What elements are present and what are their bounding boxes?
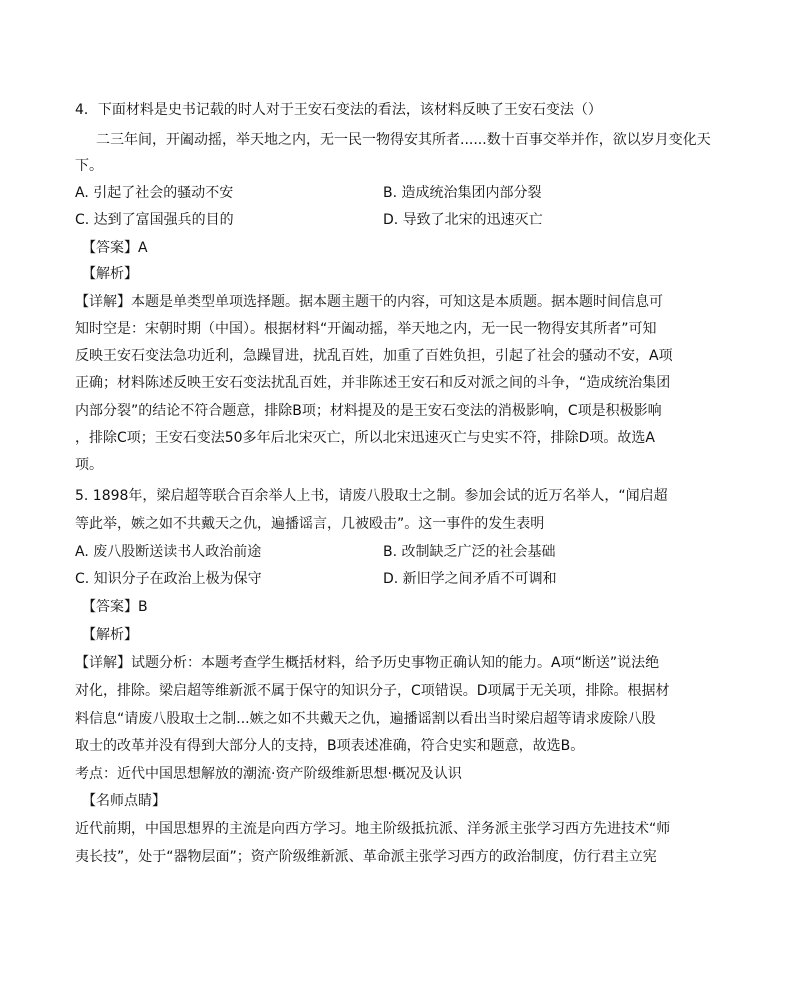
question-5-option-b: B. 改制缺乏广泛的社会基础 xyxy=(383,544,556,560)
question-4-option-a: A. 引起了社会的骚动不安 xyxy=(75,185,234,201)
question-4-answer: 【答案】A xyxy=(82,240,148,256)
question-5-kaodian: 考点：近代中国思想解放的潮流·资产阶级维新思想·概况及认识 xyxy=(75,766,462,782)
question-4-material-line-2: 下。 xyxy=(75,158,103,174)
question-5-detail-line: 取士的改革并没有得到大部分人的支持，B项表述准确，符合史实和题意，故选B。 xyxy=(75,738,585,754)
question-4-detail-line: 内部分裂”的结论不符合题意，排除B项；材料提及的是王安石变法的消极影响，C项是积极影响 xyxy=(75,403,662,419)
question-4-detail-line: 反映王安石变法急功近利，急躁冒进，扰乱百姓，加重了百姓负担，引起了社会的骚动不安，A项 xyxy=(75,348,673,364)
question-4-option-b: B. 造成统治集团内部分裂 xyxy=(383,185,542,201)
famous-teacher-line: 夷长技”，处于“器物层面”；资产阶级维新派、革命派主张学习西方的政治制度，仿行君主立宪 xyxy=(75,849,657,865)
question-5-stem-line-2: 等此举，嫉之如不共戴天之仇，遍播谣言，几被殴击”。这一事件的发生表明 xyxy=(75,516,545,532)
question-5-detail-line: 对化，排除。梁启超等维新派不属于保守的知识分子，C项错误。D项属于无关项，排除。根据材 xyxy=(75,683,670,699)
question-5-analysis-label: 【解析】 xyxy=(82,627,138,643)
question-4-detail-line: ，排除C项；王安石变法50多年后北宋灭亡，所以北宋迅速灭亡与史实不符，排除D项。故选A xyxy=(75,430,655,446)
question-5-option-d: D. 新旧学之间矛盾不可调和 xyxy=(383,571,557,587)
question-4-material-line-1: 二三年间，开阖动摇，举天地之内，无一民一物得安其所者......数十百事交举并作，欲以岁月变化天 xyxy=(96,132,711,148)
question-4-detail-line: 知时空是：宋朝时期（中国）。根据材料“开阖动摇，举天地之内，无一民一物得安其所者”可知 xyxy=(75,321,657,337)
question-4-analysis-label: 【解析】 xyxy=(82,266,138,282)
question-5-option-c: C. 知识分子在政治上极为保守 xyxy=(75,571,262,587)
question-5-answer: 【答案】B xyxy=(82,599,148,615)
question-4-option-d: D. 导致了北宋的迅速灭亡 xyxy=(383,212,543,228)
question-5-detail-line: 【详解】试题分析：本题考查学生概括材料，给予历史事物正确认知的能力。A项“断送”说法绝 xyxy=(75,655,660,671)
question-4-detail-line: 正确；材料陈述反映王安石变法扰乱百姓，并非陈述王安石和反对派之间的斗争，“造成统治集团 xyxy=(75,375,671,391)
question-4-detail-line: 项。 xyxy=(75,457,103,473)
question-5-stem-line-1: 5. 1898年，梁启超等联合百余举人上书，请废八股取士之制。参加会试的近万名举人，“闻启超 xyxy=(75,488,668,504)
famous-teacher-label: 【名师点睛】 xyxy=(82,793,166,809)
question-5-option-a: A. 废八股断送读书人政治前途 xyxy=(75,544,262,560)
question-4-stem: 4．下面材料是史书记载的时人对于王安石变法的看法，该材料反映了王安石变法（） xyxy=(75,102,602,118)
question-4-detail-line: 【详解】本题是单类型单项选择题。据本题主题干的内容，可知这是本质题。据本题时间信息可 xyxy=(75,294,663,310)
question-4-option-c: C. 达到了富国强兵的目的 xyxy=(75,212,234,228)
famous-teacher-line: 近代前期，中国思想界的主流是向西方学习。地主阶级抵抗派、洋务派主张学习西方先进技术“师 xyxy=(75,821,671,837)
question-5-detail-line: 料信息“请废八股取士之制...嫉之如不共戴天之仇，遍播谣割以看出当时梁启超等请求废除八股 xyxy=(75,711,656,727)
